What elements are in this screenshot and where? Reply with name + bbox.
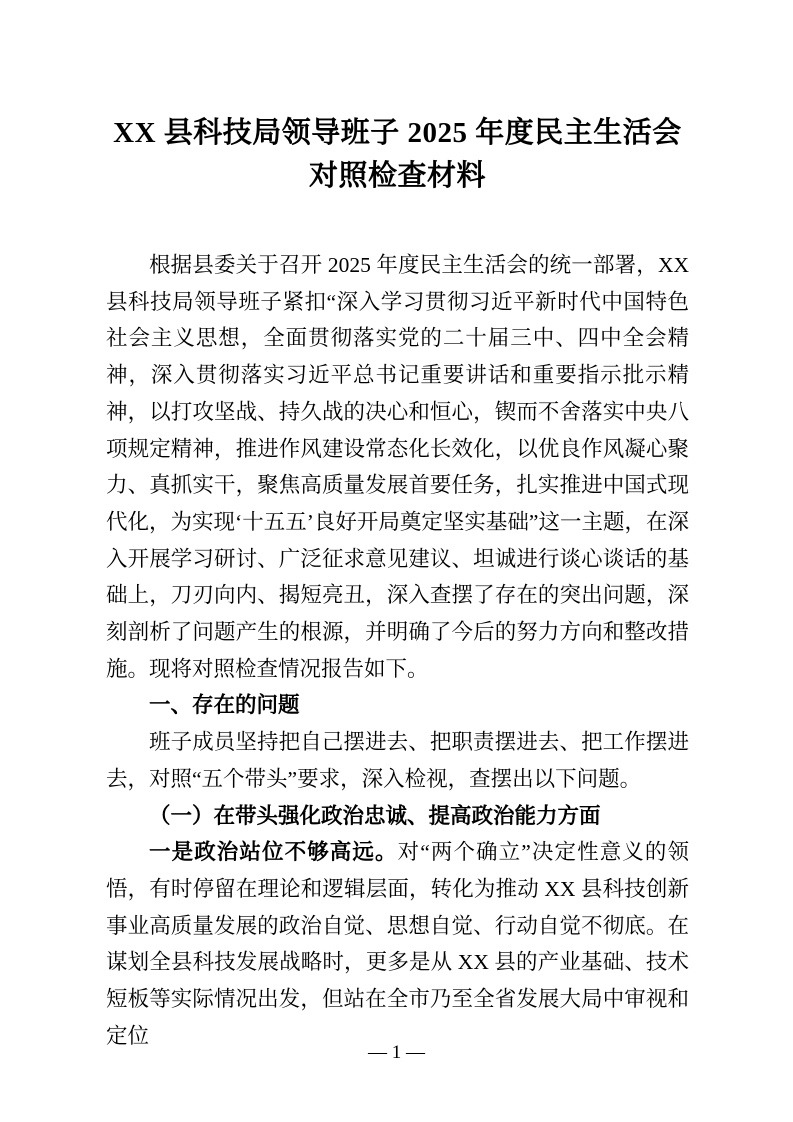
- intro-paragraph: 根据县委关于召开 2025 年度民主生活会的统一部署，XX 县科技局领导班子紧扣“深入学习贯彻习近平新时代中国特色社会主义思想，全面贯彻落实党的二十届三中、四中全会精神，深入贯彻落实习近平总书记重要讲话和重要指示批示精神，以打攻坚战、持久战的决心和恒心，锲而不舍落实中央八项规定精神，推进作风建设常态化长效化，以优良作风凝心聚力、真抓实干，聚焦高质量发展首要任务，扎实推进中国式现代化，为实现‘十五五’良好开局奠定坚实基础”这一主题，在深入开展学习研讨、广泛征求意见建议、坦诚进行谈心谈话的基础上，刀刃向内、揭短亮丑，深入查摆了存在的突出问题，深刻剖析了问题产生的根源，并明确了今后的努力方向和整改措施。现将对照检查情况报告如下。: [106, 253, 689, 681]
- page-number-footer: — 1 —: [368, 1042, 425, 1063]
- item-1-body-text: 对“两个确立”决定性意义的领悟，有时停留在理论和逻辑层面，转化为推动 XX 县科技创新事业高质量发展的政治自觉、思想自觉、行动自觉不彻底。在谋划全县科技发展战略时，更多是从 XX 县的产业基础、技术短板等实际情况出发，但站在全市乃至全省发展大局中审视和定位: [106, 840, 689, 1048]
- section-1-intro-paragraph: 班子成员坚持把自己摆进去、把职责摆进去、把工作摆进去，对照“五个带头”要求，深入检视，查摆出以下问题。: [106, 730, 689, 791]
- item-1-lead-phrase: 一是政治站位不够高远。: [149, 840, 398, 865]
- document-title: XX 县科技局领导班子 2025 年度民主生活会对照检查材料: [113, 117, 682, 192]
- section-1-heading: 一、存在的问题: [149, 693, 300, 718]
- subsection-1-heading: （一）在带头强化政治忠诚、提高政治能力方面: [149, 803, 601, 828]
- item-1-paragraph: [106, 834, 689, 1054]
